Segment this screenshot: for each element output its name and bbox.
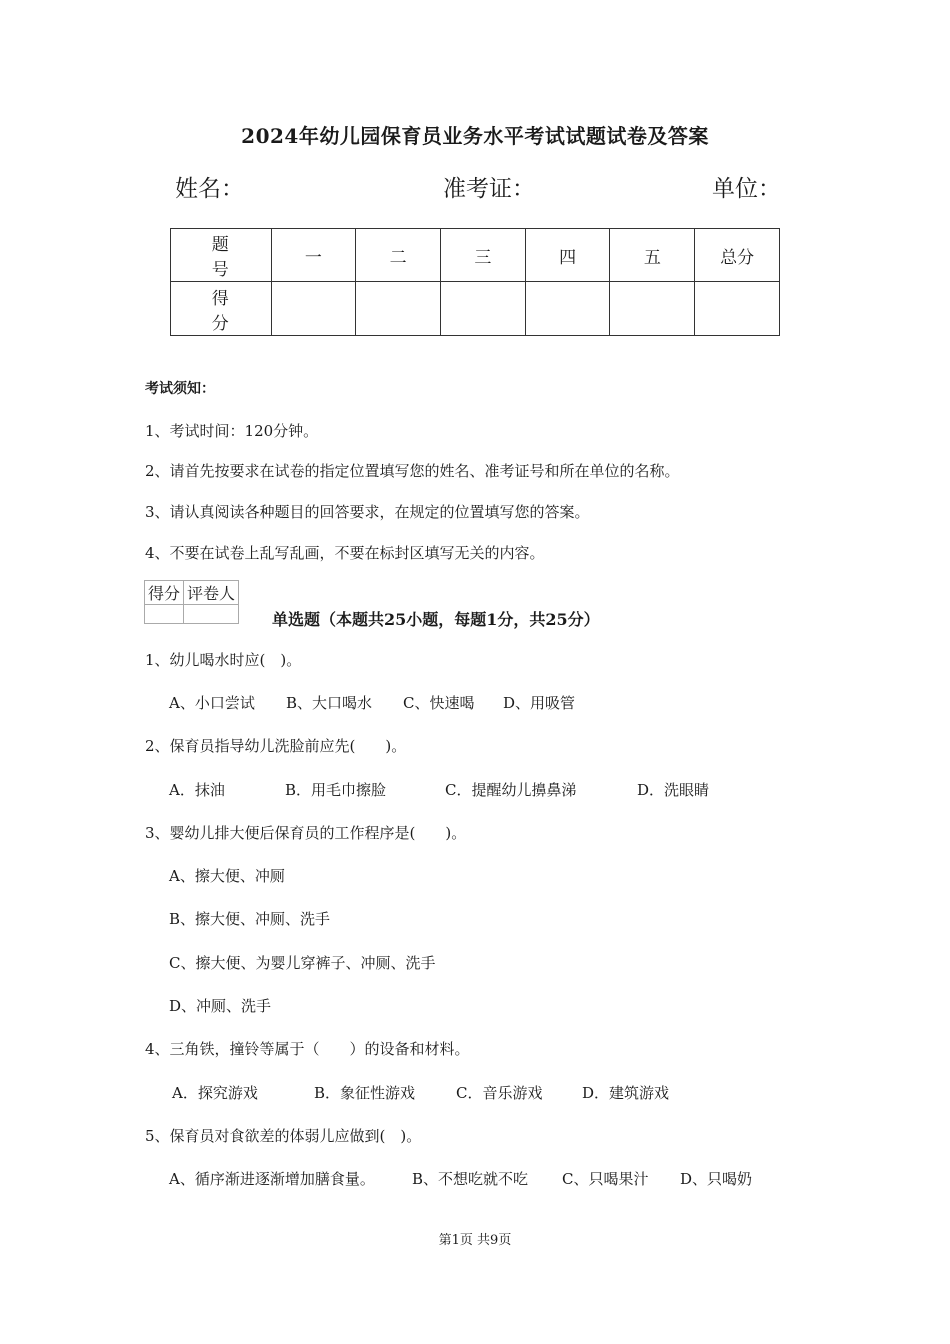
score-input-cell[interactable]: [440, 282, 525, 336]
answer-option[interactable]: D、冲厕、洗手: [169, 997, 272, 1015]
question-stem: 3、婴幼儿排大便后保育员的工作程序是( )。: [145, 824, 467, 842]
score-table-cell: 二: [356, 229, 441, 282]
section-heading: 单选题（本题共25小题，每题1分，共25分）: [272, 610, 600, 629]
score-table-cell: 四: [525, 229, 610, 282]
score-table-cell: 题 号: [171, 229, 272, 282]
answer-option[interactable]: C、只喝果汁: [562, 1170, 649, 1188]
score-table-cell: 三: [440, 229, 525, 282]
page-footer: 第1页 共9页: [438, 1233, 512, 1248]
candidate-info: [175, 170, 785, 204]
exam-id-field-label: 准考证：: [443, 176, 535, 202]
score-input-cell[interactable]: [271, 282, 356, 336]
score-table-cell: 一: [271, 229, 356, 282]
answer-option[interactable]: A、小口尝试: [169, 694, 255, 712]
page-title: 2024年幼儿园保育员业务水平考试试题试卷及答案: [241, 124, 709, 148]
notice-title: 考试须知：: [145, 381, 215, 397]
score-table-cell: 总分: [695, 229, 780, 282]
score-table-header-row: [171, 229, 780, 282]
notice-item: 1、考试时间：120分钟。: [145, 422, 319, 440]
answer-option[interactable]: C．音乐游戏: [456, 1084, 543, 1102]
answer-option[interactable]: C．提醒幼儿擤鼻涕: [445, 781, 577, 799]
answer-option[interactable]: A、擦大便、冲厕: [169, 867, 285, 885]
question-stem: 1、幼儿喝水时应( )。: [145, 651, 302, 669]
score-table: [170, 228, 780, 336]
question-stem: 4、三角铁，撞铃等属于（ ）的设备和材料。: [145, 1040, 470, 1058]
notice-item: 2、请首先按要求在试卷的指定位置填写您的姓名、准考证号和所在单位的名称。: [145, 462, 680, 480]
score-table-cell: 得 分: [171, 282, 272, 336]
answer-option[interactable]: A、循序渐进逐渐增加膳食量。: [169, 1170, 375, 1188]
question-stem: 2、保育员指导幼儿洗脸前应先( )。: [145, 737, 407, 755]
notice-item: 4、不要在试卷上乱写乱画，不要在标封区填写无关的内容。: [145, 544, 545, 562]
answer-option[interactable]: A．抹油: [169, 781, 225, 799]
notice-item: 3、请认真阅读各种题目的回答要求，在规定的位置填写您的答案。: [145, 503, 590, 521]
grader-name-cell[interactable]: [184, 605, 239, 624]
answer-option[interactable]: C、擦大便、为婴儿穿裤子、冲厕、洗手: [169, 954, 436, 972]
score-input-cell[interactable]: [356, 282, 441, 336]
answer-option[interactable]: D．建筑游戏: [582, 1084, 670, 1102]
answer-option[interactable]: B、不想吃就不吃: [412, 1170, 529, 1188]
answer-option[interactable]: C、快速喝: [403, 694, 475, 712]
unit-field-label: 单位：: [712, 176, 781, 202]
score-table-score-row: [171, 282, 780, 336]
grader-score-label: 得分: [145, 581, 184, 605]
grader-name-label: 评卷人: [184, 581, 239, 605]
name-field-label: 姓名：: [175, 176, 244, 202]
answer-option[interactable]: B、擦大便、冲厕、洗手: [169, 910, 331, 928]
answer-option[interactable]: B．象征性游戏: [314, 1084, 416, 1102]
answer-option[interactable]: B．用毛巾擦脸: [285, 781, 387, 799]
score-input-cell[interactable]: [610, 282, 695, 336]
answer-option[interactable]: D、用吸管: [503, 694, 576, 712]
answer-option[interactable]: D．洗眼睛: [637, 781, 710, 799]
answer-option[interactable]: A．探究游戏: [172, 1084, 258, 1102]
score-table-cell: 五: [610, 229, 695, 282]
score-input-cell[interactable]: [695, 282, 780, 336]
question-stem: 5、保育员对食欲差的体弱儿应做到( )。: [145, 1127, 422, 1145]
answer-option[interactable]: B、大口喝水: [286, 694, 373, 712]
grader-box: [144, 580, 239, 624]
grader-score-cell[interactable]: [145, 605, 184, 624]
answer-option[interactable]: D、只喝奶: [680, 1170, 753, 1188]
score-input-cell[interactable]: [525, 282, 610, 336]
